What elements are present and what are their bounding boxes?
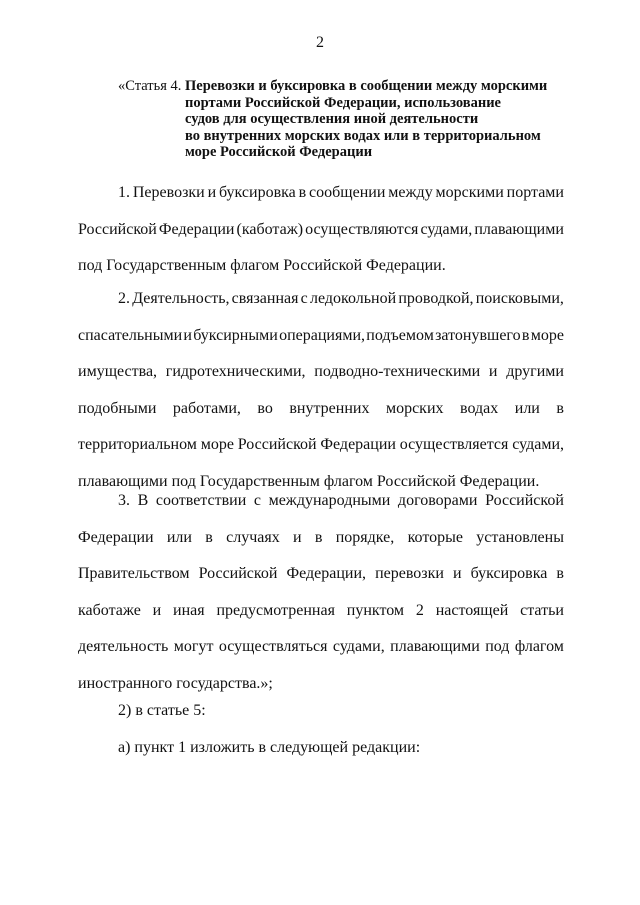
word: установлены [476, 528, 564, 546]
word: в [521, 326, 530, 344]
paragraph-line [78, 593, 564, 630]
word: и [293, 528, 302, 546]
word: случаях [226, 528, 280, 546]
paragraph-1 [78, 175, 564, 285]
word: которые [407, 528, 463, 546]
word: подобными [78, 399, 157, 417]
word: судами, [332, 638, 385, 655]
word: предусмотренная [216, 601, 335, 619]
word: в [205, 528, 213, 546]
word: или [166, 528, 192, 546]
word: гидротехническими, [165, 363, 306, 380]
paragraph-line [78, 483, 564, 520]
word: в [556, 565, 564, 582]
word: настоящей [435, 601, 509, 619]
word: связанная [231, 290, 299, 307]
word: Российской [198, 565, 278, 582]
word: в [298, 184, 307, 201]
word: 3. [118, 492, 130, 509]
article-number: «Статья 4. [118, 78, 182, 94]
paragraph-line [78, 556, 564, 593]
paragraph-line: под Государственным флагом Российской Федерации. [78, 257, 446, 274]
word: с [253, 492, 261, 509]
word: Перевозки [132, 184, 205, 201]
word: портами [506, 184, 564, 201]
word: Федерации, [286, 565, 367, 582]
word: и [152, 601, 162, 619]
word: имущества, [78, 363, 158, 380]
word: подводно-техническими [314, 363, 481, 380]
word: Федерации [320, 436, 396, 453]
word: водах [460, 399, 499, 417]
word: 2. [118, 290, 130, 307]
word: сообщении [309, 184, 386, 201]
word: поисковыми, [475, 290, 564, 307]
word: и [183, 326, 192, 344]
article-title-line: портами Российской Федерации, использование [185, 94, 501, 111]
word: договорами [397, 492, 478, 509]
word: море [200, 436, 234, 453]
word: каботаже [78, 601, 141, 619]
word: с [300, 290, 308, 307]
word: деятельность [78, 638, 169, 655]
word: Российской [237, 436, 317, 453]
paragraph-line [78, 391, 564, 428]
word: Российской [485, 492, 564, 509]
paragraph-line [78, 175, 564, 212]
word: Федерации [158, 220, 235, 238]
article-title-line: море Российской Федерации [185, 144, 373, 160]
word: Деятельность, [132, 290, 230, 307]
word: В [137, 492, 149, 509]
word: судами, [420, 220, 473, 238]
word: судами, [512, 436, 564, 453]
word: могут [173, 638, 214, 655]
word: между [388, 184, 433, 201]
paragraph-line [78, 281, 564, 318]
word: территориальном [78, 436, 197, 453]
word: (каботаж) [236, 220, 304, 238]
word: внутренних [289, 399, 370, 417]
word: проводкой, [398, 290, 474, 307]
article-title [185, 78, 547, 161]
word: ледокольной [309, 290, 397, 307]
word: затонувшего [435, 326, 521, 344]
word: подъемом [366, 326, 434, 344]
word: и [453, 565, 462, 582]
word: спасательными [78, 326, 183, 344]
paragraph-line [78, 354, 564, 391]
word: буксирными [193, 326, 278, 344]
word: и [488, 363, 498, 380]
word: во [257, 399, 273, 417]
article-title-line: Перевозки и буксировка в сообщении между морскими [185, 78, 548, 94]
word: морских [385, 399, 444, 417]
word: в [314, 528, 323, 546]
word: плавающими [474, 220, 564, 238]
word: флагом [514, 638, 564, 655]
word: осуществляться [218, 638, 328, 655]
paragraph-4 [78, 693, 564, 730]
word: статьи [520, 601, 564, 619]
word: операциями, [279, 326, 365, 344]
word: осуществляются [305, 220, 419, 238]
paragraph-line [78, 318, 564, 355]
word: осуществляется [399, 436, 509, 453]
word: работами, [172, 399, 241, 417]
article-title-line: судов для осуществления иной деятельности [185, 111, 479, 127]
word: морскими [435, 184, 504, 201]
word: соответствии [155, 492, 247, 509]
paragraph-line: иностранного государства.»; [78, 674, 273, 692]
article-title-line: во внутренних морских водах или в территориальном [185, 127, 541, 144]
word: 1. [118, 184, 130, 201]
word: и [207, 184, 217, 201]
word: иная [173, 601, 205, 619]
word: Правительством [78, 565, 190, 582]
word: буксировка [470, 565, 548, 582]
word: Российской [78, 220, 157, 238]
word: 2 [415, 601, 424, 619]
paragraph-line [78, 520, 564, 557]
paragraph-2 [78, 281, 564, 500]
word: международными [268, 492, 391, 509]
word: Федерации [78, 528, 154, 546]
word: плавающими [390, 638, 480, 655]
paragraph-5 [78, 730, 564, 767]
paragraph-line: плавающими под Государственным флагом Российской Федерации. [78, 472, 540, 490]
word: перевозки [375, 565, 444, 582]
paragraph-line: 2) в статье 5: [118, 702, 206, 719]
word: пунктом [346, 601, 405, 619]
paragraph-line [78, 427, 564, 464]
article-heading [118, 78, 568, 161]
paragraph-3 [78, 483, 564, 702]
paragraph-line [78, 212, 564, 249]
paragraph-line [78, 629, 564, 666]
page-number: 2 [316, 34, 324, 51]
word: порядке, [335, 528, 395, 546]
word: море [530, 326, 564, 344]
word: под [485, 638, 510, 655]
word: или [514, 399, 540, 417]
word: другими [506, 363, 564, 380]
word: в [556, 399, 564, 417]
word: буксировка [219, 184, 296, 201]
paragraph-line: а) пункт 1 изложить в следующей редакции: [118, 739, 421, 756]
